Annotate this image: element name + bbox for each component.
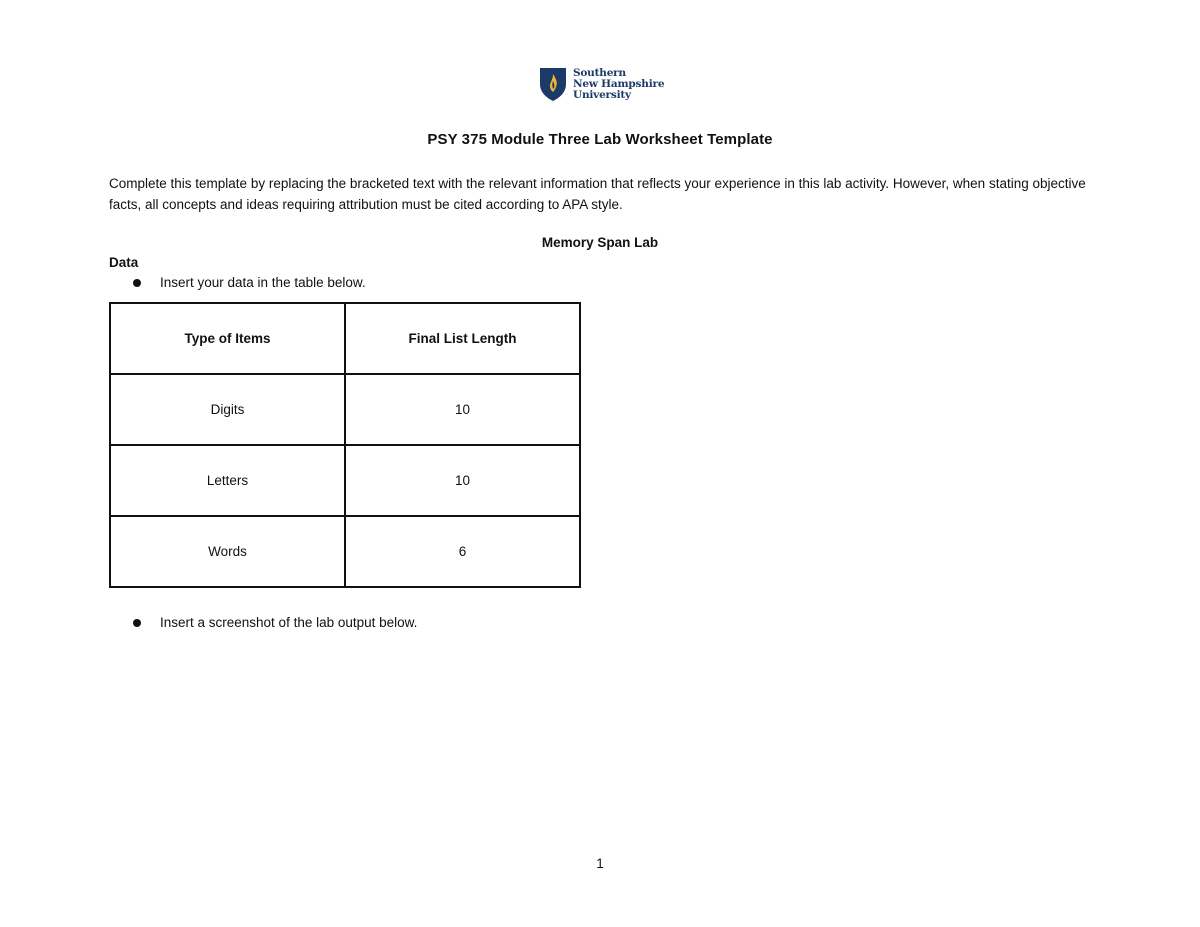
university-logo: [538, 64, 668, 104]
table-row: [110, 516, 580, 587]
table-row: [110, 445, 580, 516]
table-cell: 10: [345, 445, 580, 516]
table-cell: Letters: [110, 445, 345, 516]
data-heading: Data: [109, 255, 139, 270]
bullet-item: [133, 615, 417, 630]
logo-line-2: New Hampshire: [573, 77, 665, 90]
bullet-icon: [133, 619, 141, 627]
logo-line-1: Southern: [573, 66, 626, 79]
bullet-icon: [133, 279, 141, 287]
table-cell: Digits: [110, 374, 345, 445]
page-title: PSY 375 Module Three Lab Worksheet Template: [427, 131, 773, 148]
table-row: [110, 374, 580, 445]
table-header-cell: Final List Length: [345, 303, 580, 374]
logo-line-3: University: [573, 88, 631, 101]
table-cell: 6: [345, 516, 580, 587]
bullet-text: Insert a screenshot of the lab output below.: [160, 615, 418, 630]
table-cell: 10: [345, 374, 580, 445]
intro-paragraph: Complete this template by replacing the bracketed text with the relevant information that reflects your experience in this lab activity. However, when stating objective facts, all concepts and ideas requiring attribution must be cited according to APA style.: [109, 176, 1086, 212]
page-number: 1: [596, 856, 604, 871]
table-cell: Words: [110, 516, 345, 587]
bullet-text: Insert your data in the table below.: [160, 275, 366, 290]
table-header-cell: Type of Items: [110, 303, 345, 374]
university-name: [573, 68, 664, 101]
section-title: Memory Span Lab: [541, 235, 659, 250]
bullet-item: [133, 275, 366, 290]
shield-flame-icon: [538, 66, 568, 102]
data-table: [109, 302, 581, 588]
table-header-row: [110, 303, 580, 374]
